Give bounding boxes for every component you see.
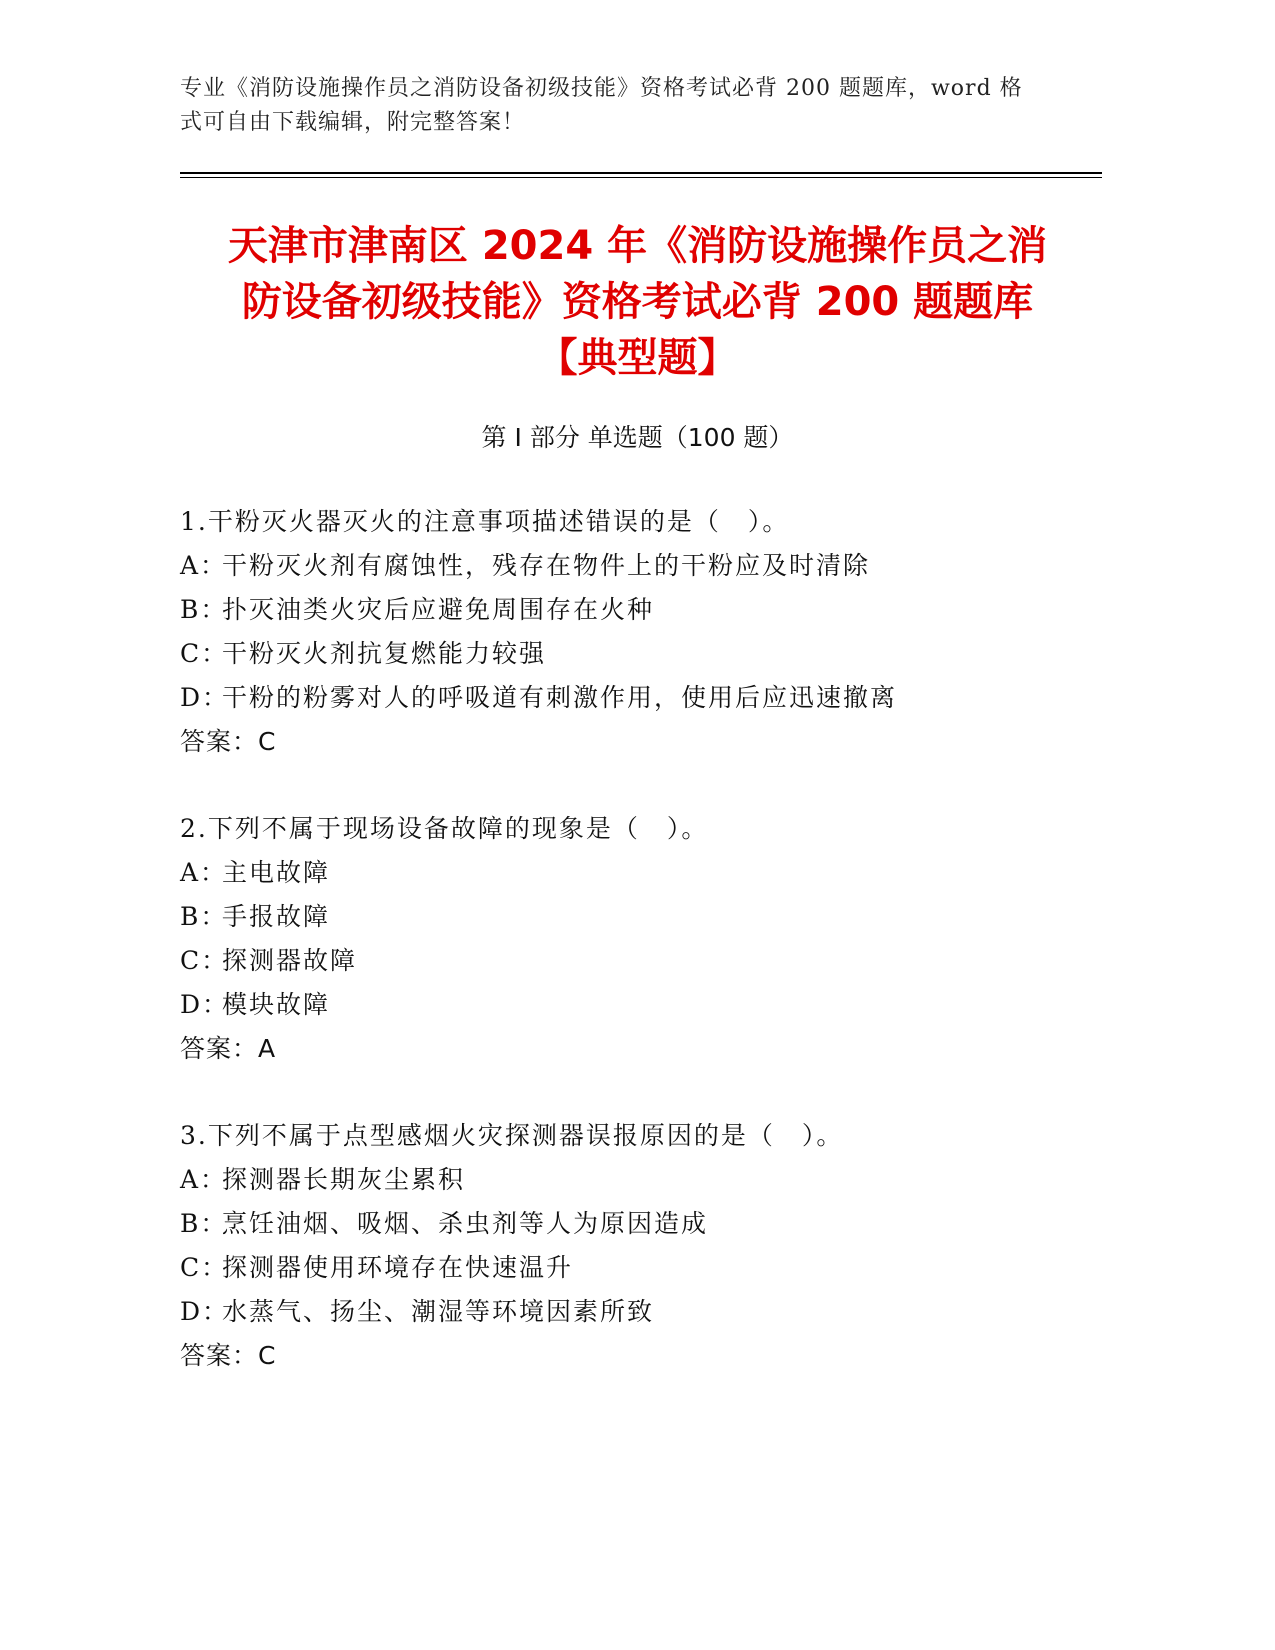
document-title-line: 【典型题】 xyxy=(537,335,738,381)
option-text: 主电故障 xyxy=(222,858,331,887)
header-divider xyxy=(180,172,1102,174)
option-c xyxy=(180,939,1080,983)
option-letter: D： xyxy=(180,1297,230,1326)
option-c xyxy=(180,1246,1080,1290)
section-title: 第 I 部分 单选题（100 题） xyxy=(481,423,794,452)
document-title xyxy=(150,218,1125,386)
option-letter: D： xyxy=(180,990,230,1019)
question-stem: 2.下列不属于现场设备故障的现象是（ ）。 xyxy=(180,814,709,843)
option-text: 水蒸气、扬尘、潮湿等环境因素所致 xyxy=(222,1297,655,1326)
option-letter: B： xyxy=(180,595,228,624)
question-item xyxy=(180,1114,1080,1378)
answer-line: 答案：C xyxy=(180,727,277,756)
option-text: 干粉灭火剂抗复燃能力较强 xyxy=(222,639,547,668)
option-text: 扑灭油类火灾后应避免周围存在火种 xyxy=(222,595,655,624)
header-note xyxy=(180,72,1060,140)
question-item xyxy=(180,807,1080,1071)
option-b xyxy=(180,588,1080,632)
option-text: 烹饪油烟、吸烟、杀虫剂等人为原因造成 xyxy=(222,1209,709,1238)
option-a xyxy=(180,851,1080,895)
header-note-line: 式可自由下载编辑，附完整答案！ xyxy=(180,110,526,135)
option-c xyxy=(180,632,1080,676)
option-letter: A： xyxy=(180,1165,228,1194)
option-letter: C： xyxy=(180,1253,229,1282)
option-text: 干粉的粉雾对人的呼吸道有刺激作用，使用后应迅速撤离 xyxy=(222,683,898,712)
option-letter: A： xyxy=(180,551,228,580)
option-d xyxy=(180,1290,1080,1334)
option-text: 手报故障 xyxy=(222,902,331,931)
option-text: 模块故障 xyxy=(222,990,331,1019)
option-a xyxy=(180,544,1080,588)
option-a xyxy=(180,1158,1080,1202)
header-note-line: 专业《消防设施操作员之消防设备初级技能》资格考试必背 200 题题库，word 格 xyxy=(180,76,1023,101)
option-d xyxy=(180,983,1080,1027)
option-letter: A： xyxy=(180,858,228,887)
option-letter: C： xyxy=(180,639,229,668)
option-letter: B： xyxy=(180,1209,228,1238)
option-letter: D： xyxy=(180,683,230,712)
option-text: 探测器长期灰尘累积 xyxy=(222,1165,466,1194)
question-stem: 1.干粉灭火器灭火的注意事项描述错误的是（ ）。 xyxy=(180,507,790,536)
option-text: 探测器使用环境存在快速温升 xyxy=(222,1253,574,1282)
header-divider-thin xyxy=(180,177,1102,178)
document-title-line: 天津市津南区 2024 年《消防设施操作员之消 xyxy=(227,223,1048,269)
question-stem: 3.下列不属于点型感烟火灾探测器误报原因的是（ ）。 xyxy=(180,1121,844,1150)
option-letter: B： xyxy=(180,902,228,931)
option-b xyxy=(180,895,1080,939)
document-title-line: 防设备初级技能》资格考试必背 200 题题库 xyxy=(241,279,1034,325)
option-letter: C： xyxy=(180,946,229,975)
option-text: 干粉灭火剂有腐蚀性，残存在物件上的干粉应及时清除 xyxy=(222,551,871,580)
option-d xyxy=(180,676,1080,720)
answer-line: 答案：A xyxy=(180,1034,277,1063)
question-list xyxy=(180,500,1080,1421)
answer-line: 答案：C xyxy=(180,1341,277,1370)
option-text: 探测器故障 xyxy=(222,946,358,975)
question-item xyxy=(180,500,1080,764)
option-b xyxy=(180,1202,1080,1246)
